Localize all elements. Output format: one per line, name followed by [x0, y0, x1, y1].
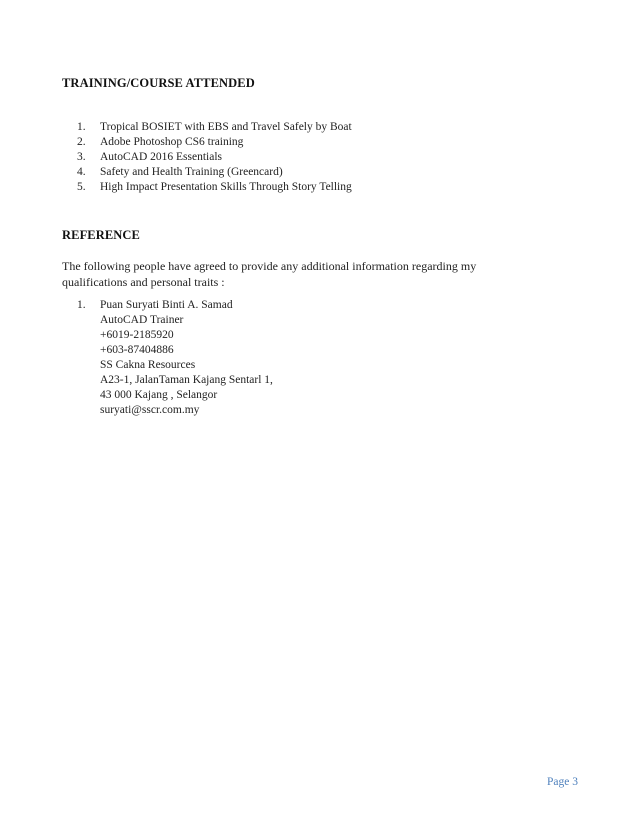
list-text: AutoCAD 2016 Essentials	[100, 151, 223, 163]
training-list	[62, 120, 352, 195]
list-item	[62, 150, 352, 165]
list-text: Safety and Health Training (Greencard)	[100, 166, 283, 178]
reference-intro-line: qualifications and personal traits :	[62, 275, 225, 289]
reference-email: suryati@sscr.com.my	[100, 404, 200, 416]
reference-title: AutoCAD Trainer	[100, 314, 184, 326]
reference-phone-office: +603-87404886	[100, 344, 174, 356]
page-number: Page 3	[547, 776, 578, 788]
list-text: High Impact Presentation Skills Through Story Telling	[100, 181, 352, 193]
reference-phone-mobile: +6019-2185920	[100, 329, 174, 341]
list-number: 3.	[77, 151, 86, 163]
reference-name: Puan Suryati Binti A. Samad	[100, 299, 233, 311]
reference-address-line: 43 000 Kajang , Selangor	[100, 389, 218, 401]
list-number: 1.	[77, 299, 86, 311]
list-item	[62, 165, 352, 180]
reference-list	[62, 298, 273, 418]
list-text: Tropical BOSIET with EBS and Travel Safely by Boat	[100, 121, 352, 133]
reference-heading: REFERENCE	[62, 228, 140, 242]
reference-entry	[62, 298, 273, 418]
list-item	[62, 180, 352, 195]
reference-details	[99, 298, 273, 418]
reference-intro	[62, 258, 542, 290]
training-heading: TRAINING/COURSE ATTENDED	[62, 76, 255, 90]
list-item	[62, 120, 352, 135]
list-number: 1.	[77, 121, 86, 133]
list-number: 5.	[77, 181, 86, 193]
reference-address-line: A23-1, JalanTaman Kajang Sentarl 1,	[100, 374, 273, 386]
reference-intro-line: The following people have agreed to provide any additional information regarding my	[62, 259, 477, 273]
list-text: Adobe Photoshop CS6 training	[100, 136, 244, 148]
list-number: 4.	[77, 166, 86, 178]
list-item	[62, 135, 352, 150]
list-number: 2.	[77, 136, 86, 148]
reference-company: SS Cakna Resources	[100, 359, 196, 371]
